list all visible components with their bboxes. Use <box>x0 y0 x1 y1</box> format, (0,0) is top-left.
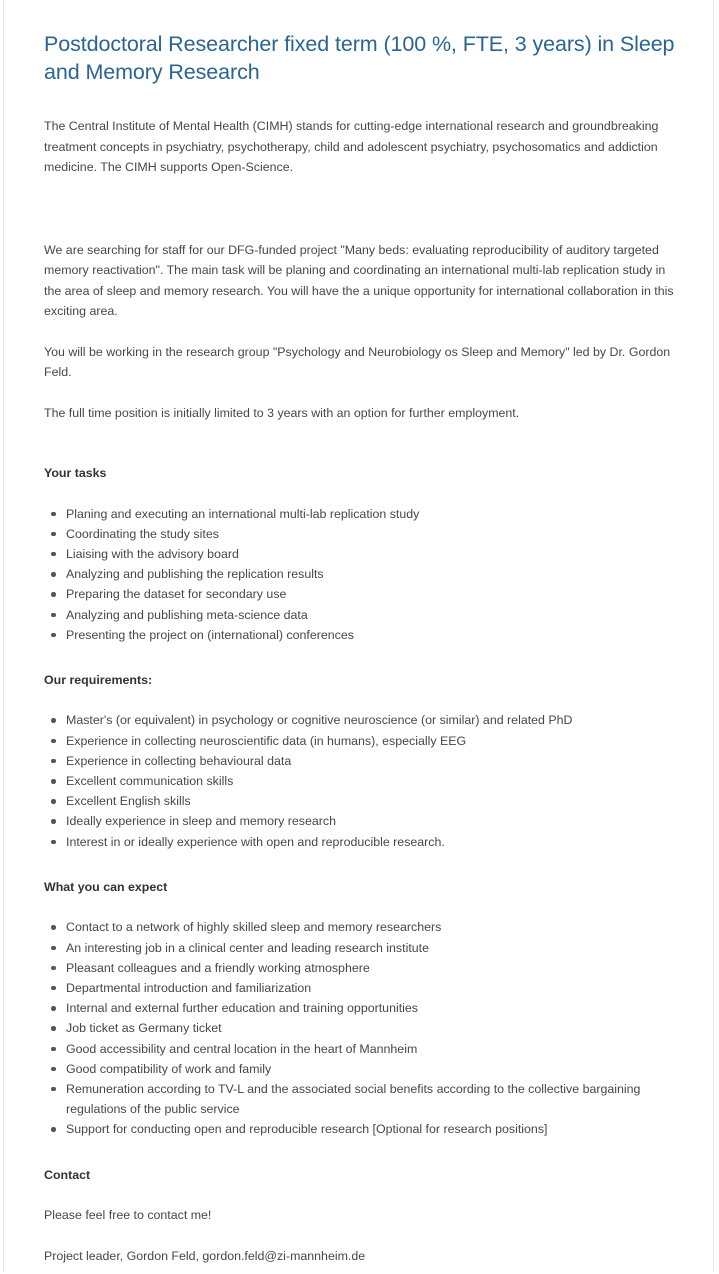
list-item: Planing and executing an international multi-lab replication study <box>66 504 684 524</box>
list-item: Liaising with the advisory board <box>66 544 684 564</box>
list-item: Remuneration according to TV-L and the associated social benefits according to the collective bargaining regulations of the public service <box>66 1079 684 1119</box>
list-item: Experience in collecting behavioural data <box>66 751 684 771</box>
contact-invitation: Please feel free to contact me! <box>44 1208 212 1223</box>
intro-paragraph: The Central Institute of Mental Health (CIMH) stands for cutting-edge international research and groundbreaking treatment concepts in psychiatry, psychotherapy, child and adolescent psychiatry, psychosomatics and addiction medicine. The CIMH supports Open-Science. <box>44 119 659 174</box>
list-item: Contact to a network of highly skilled sleep and memory researchers <box>66 917 684 937</box>
list-item: Coordinating the study sites <box>66 524 684 544</box>
expect-heading: What you can expect <box>44 879 168 894</box>
list-item: Pleasant colleagues and a friendly working atmosphere <box>66 958 684 978</box>
tasks-list <box>44 504 684 645</box>
list-item: Interest in or ideally experience with open and reproducible research. <box>66 832 684 852</box>
list-item: Excellent English skills <box>66 791 684 811</box>
list-item: Support for conducting open and reproducible research [Optional for research positions] <box>66 1119 684 1139</box>
contact-details: Project leader, Gordon Feld, gordon.feld@zi-mannheim.de <box>44 1248 366 1263</box>
requirements-heading: Our requirements: <box>44 672 153 687</box>
list-item: Good compatibility of work and family <box>66 1059 684 1079</box>
list-item: Master's (or equivalent) in psychology or cognitive neuroscience (or similar) and related PhD <box>66 710 684 730</box>
requirements-list <box>44 710 684 851</box>
list-item: Job ticket as Germany ticket <box>66 1018 684 1038</box>
list-item: Preparing the dataset for secondary use <box>66 584 684 604</box>
job-posting <box>44 30 684 1266</box>
job-title: Postdoctoral Researcher fixed term (100 %, FTE, 3 years) in Sleep and Memory Research <box>44 32 675 84</box>
list-item: Departmental introduction and familiarization <box>66 978 684 998</box>
list-item: Internal and external further education and training opportunities <box>66 998 684 1018</box>
list-item: Excellent communication skills <box>66 771 684 791</box>
research-group-paragraph: You will be working in the research group "Psychology and Neurobiology os Sleep and Memory" led by Dr. Gordon Feld. <box>44 344 671 379</box>
position-duration-paragraph: The full time position is initially limited to 3 years with an option for further employment. <box>44 405 520 420</box>
tasks-heading: Your tasks <box>44 466 107 480</box>
list-item: Analyzing and publishing meta-science data <box>66 605 684 625</box>
list-item: Ideally experience in sleep and memory research <box>66 811 684 831</box>
expect-list <box>44 917 684 1139</box>
list-item: Presenting the project on (international) conferences <box>66 625 684 645</box>
list-item: Experience in collecting neuroscientific data (in humans), especially EEG <box>66 731 684 751</box>
contact-heading: Contact <box>44 1167 91 1182</box>
list-item: Good accessibility and central location in the heart of Mannheim <box>66 1039 684 1059</box>
list-item: Analyzing and publishing the replication results <box>66 564 684 584</box>
project-paragraph: We are searching for staff for our DFG-funded project "Many beds: evaluating reproducibility of auditory targeted memory reactivation". The main task will be planing and coordinating an international multi-lab replication study in the area of sleep and memory research. You will have the a unique opportunity for international collaboration in this exciting area. <box>44 242 674 318</box>
list-item: An interesting job in a clinical center and leading research institute <box>66 938 684 958</box>
